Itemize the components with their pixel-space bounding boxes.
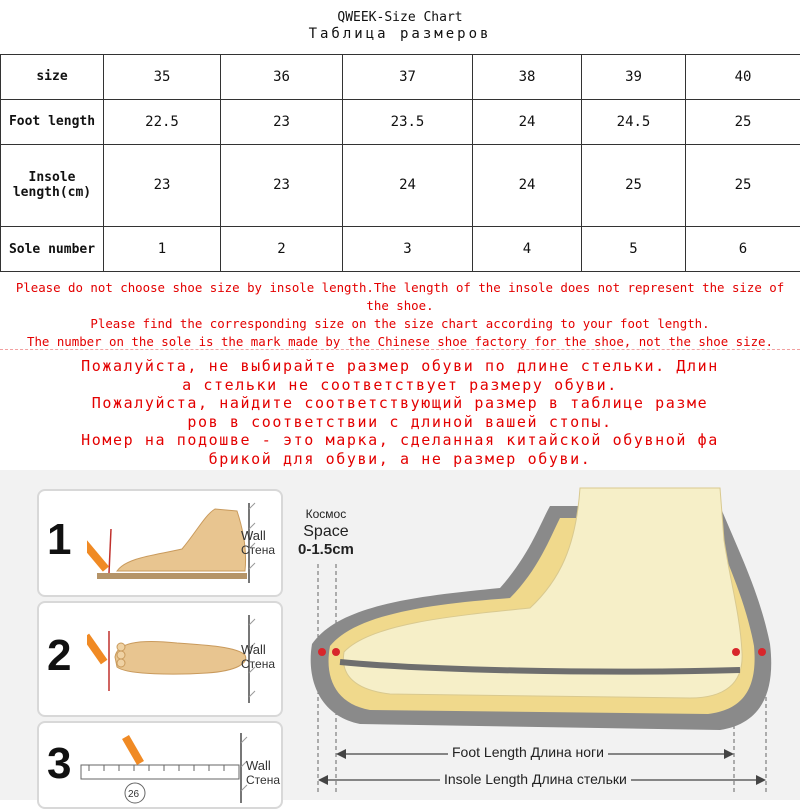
pencil-icon xyxy=(87,634,107,665)
table-row-size xyxy=(1,55,800,100)
foot-shape xyxy=(115,642,246,675)
insole-length-label: Insole Length Длина стельки xyxy=(440,771,631,787)
row-label-line: length(cm) xyxy=(13,185,91,200)
table-cell: 22.5 xyxy=(104,99,221,144)
step-number: 2 xyxy=(47,631,71,681)
space-label-en: Space xyxy=(298,523,354,541)
foot-shape xyxy=(117,509,246,571)
wall-label-ru: Стена xyxy=(241,657,275,671)
ruler-mark: 26 xyxy=(128,789,140,800)
table-cell: 23 xyxy=(104,144,221,226)
row-label-sole-number: Sole number xyxy=(1,227,104,272)
table-cell: 36 xyxy=(221,55,343,100)
arrow-head xyxy=(336,749,346,759)
pencil-icon xyxy=(122,735,144,765)
table-cell: 25 xyxy=(686,99,800,144)
arrow-head xyxy=(756,775,766,785)
table-cell: 3 xyxy=(343,227,473,272)
table-cell: 2 xyxy=(221,227,343,272)
note-line: Please do not choose shoe size by insole length.The length of the insole does not represent the size of xyxy=(0,279,800,297)
table-row-insole-length xyxy=(1,144,800,226)
note-line: брикой для обуви, а не размер обуви. xyxy=(0,450,800,469)
red-marker xyxy=(732,648,740,656)
note-line: The number on the sole is the mark made by the Chinese shoe factory for the shoe, not the shoe size. xyxy=(0,333,800,351)
table-row-foot-length xyxy=(1,99,800,144)
note-line: Please find the corresponding size on the size chart according to your foot length. xyxy=(0,315,800,333)
toe-shape xyxy=(117,659,125,667)
table-cell: 39 xyxy=(582,55,686,100)
row-label-insole-length xyxy=(1,144,104,226)
note-line: Пожалуйста, не выбирайте размер обуви по длине стельки. Длин xyxy=(0,357,800,376)
step-3-panel xyxy=(37,721,283,809)
ruler xyxy=(81,765,239,779)
red-marker xyxy=(318,648,326,656)
wall-label xyxy=(246,759,280,787)
table-row-sole-number xyxy=(1,227,800,272)
table-cell: 24 xyxy=(473,144,582,226)
wall-label-en: Wall xyxy=(241,528,266,543)
arrow-head xyxy=(724,749,734,759)
size-table xyxy=(0,54,800,272)
wall-label xyxy=(241,529,275,557)
pencil-icon xyxy=(87,540,109,571)
notes-russian xyxy=(0,357,800,468)
note-line: the shoe. xyxy=(0,297,800,315)
step-number: 1 xyxy=(47,515,71,565)
red-marker xyxy=(758,648,766,656)
table-cell: 24 xyxy=(343,144,473,226)
step-number: 3 xyxy=(47,739,71,789)
table-cell: 23.5 xyxy=(343,99,473,144)
toe-shape xyxy=(117,651,125,659)
note-line: Пожалуйста, найдите соответствующий размер в таблице разме xyxy=(0,394,800,413)
table-cell: 24 xyxy=(473,99,582,144)
space-range: 0-1.5cm xyxy=(298,541,354,559)
table-cell: 6 xyxy=(686,227,800,272)
paper-sheet xyxy=(97,573,247,579)
wall-label-en: Wall xyxy=(241,642,266,657)
table-cell: 25 xyxy=(582,144,686,226)
divider xyxy=(0,349,800,350)
step-2-panel xyxy=(37,601,283,717)
space-label-ru: Космос xyxy=(298,505,354,523)
chart-title-ru: Таблица размеров xyxy=(0,26,800,42)
table-cell: 23 xyxy=(221,144,343,226)
table-cell: 35 xyxy=(104,55,221,100)
marker-line xyxy=(109,529,111,573)
table-cell: 38 xyxy=(473,55,582,100)
table-cell: 1 xyxy=(104,227,221,272)
row-label-size: size xyxy=(1,55,104,100)
table-cell: 24.5 xyxy=(582,99,686,144)
note-line: ров в соответствии с длиной вашей стопы. xyxy=(0,413,800,432)
arrow-head xyxy=(318,775,328,785)
table-cell: 4 xyxy=(473,227,582,272)
table-cell: 40 xyxy=(686,55,800,100)
table-cell: 25 xyxy=(686,144,800,226)
table-cell: 5 xyxy=(582,227,686,272)
wall-label-ru: Стена xyxy=(246,773,280,787)
step-1-panel xyxy=(37,489,283,597)
row-label-foot-length: Foot length xyxy=(1,99,104,144)
note-line: Номер на подошве - это марка, сделанная китайской обувной фа xyxy=(0,431,800,450)
wall-label-en: Wall xyxy=(246,758,271,773)
toe-shape xyxy=(117,643,125,651)
wall-label xyxy=(241,643,275,671)
red-marker xyxy=(332,648,340,656)
notes-english xyxy=(0,279,800,351)
note-line: а стельки не соответствует размеру обуви. xyxy=(0,376,800,395)
table-cell: 23 xyxy=(221,99,343,144)
foot-length-label: Foot Length Длина ноги xyxy=(448,744,608,760)
table-cell: 37 xyxy=(343,55,473,100)
chart-title: QWEEK-Size Chart xyxy=(0,10,800,25)
wall-label-ru: Стена xyxy=(241,543,275,557)
row-label-line: Insole xyxy=(29,170,76,185)
